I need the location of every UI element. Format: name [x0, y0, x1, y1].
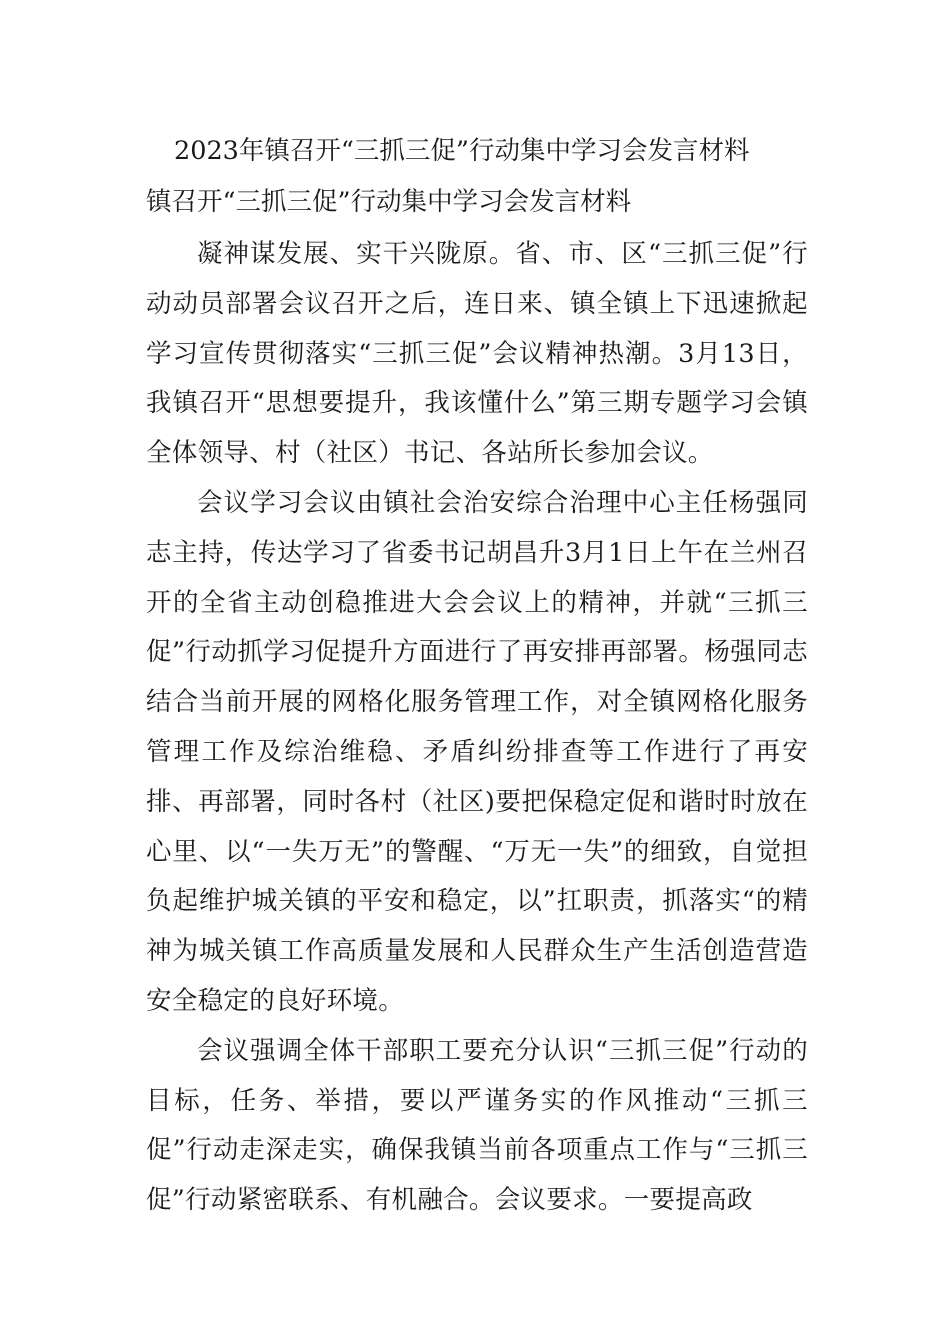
document-body [146, 128, 808, 1226]
paragraph-2: 会议学习会议由镇社会治安综合治理中心主任杨强同志主持，传达学习了省委书记胡昌升3月1日上午在兰州召开的全省主动创稳推进大会会议上的精神，并就“三抓三促”行动抓学习促提升方面进行了再安排再部署。杨强同志结合当前开展的网格化服务管理工作，对全镇网格化服务管理工作及综治维稳、矛盾纠纷排查等工作进行了再安排、再部署，同时各村（社区)要把保稳定促和谐时时放在心里、以“一失万无”的警醒、“万无一失”的细致，自觉担负起维护城关镇的平安和稳定，以”扛职责，抓落实“的精神为城关镇工作高质量发展和人民群众生产生活创造营造安全稳定的良好环境。 [146, 487, 808, 1016]
paragraph-3: 会议强调全体干部职工要充分认识“三抓三促”行动的目标，任务、举措，要以严谨务实的作风推动“三抓三促”行动走深走实，确保我镇当前各项重点工作与“三抓三促”行动紧密联系、有机融合。会议要求。一要提高政 [146, 1035, 808, 1216]
paragraph-1: 凝神谋发展、实干兴陇原。省、市、区“三抓三促”行动动员部署会议召开之后，连日来、镇全镇上下迅速掀起学习宣传贯彻落实“三抓三促”会议精神热潮。3月13日，我镇召开“思想要提升，我该懂什么”第三期专题学习会镇全体领导、村（社区）书记、各站所长参加会议。 [146, 239, 808, 469]
document-title: 2023年镇召开“三抓三促”行动集中学习会发言材料 [174, 136, 750, 166]
document-subtitle: 镇召开“三抓三促”行动集中学习会发言材料 [146, 187, 632, 217]
